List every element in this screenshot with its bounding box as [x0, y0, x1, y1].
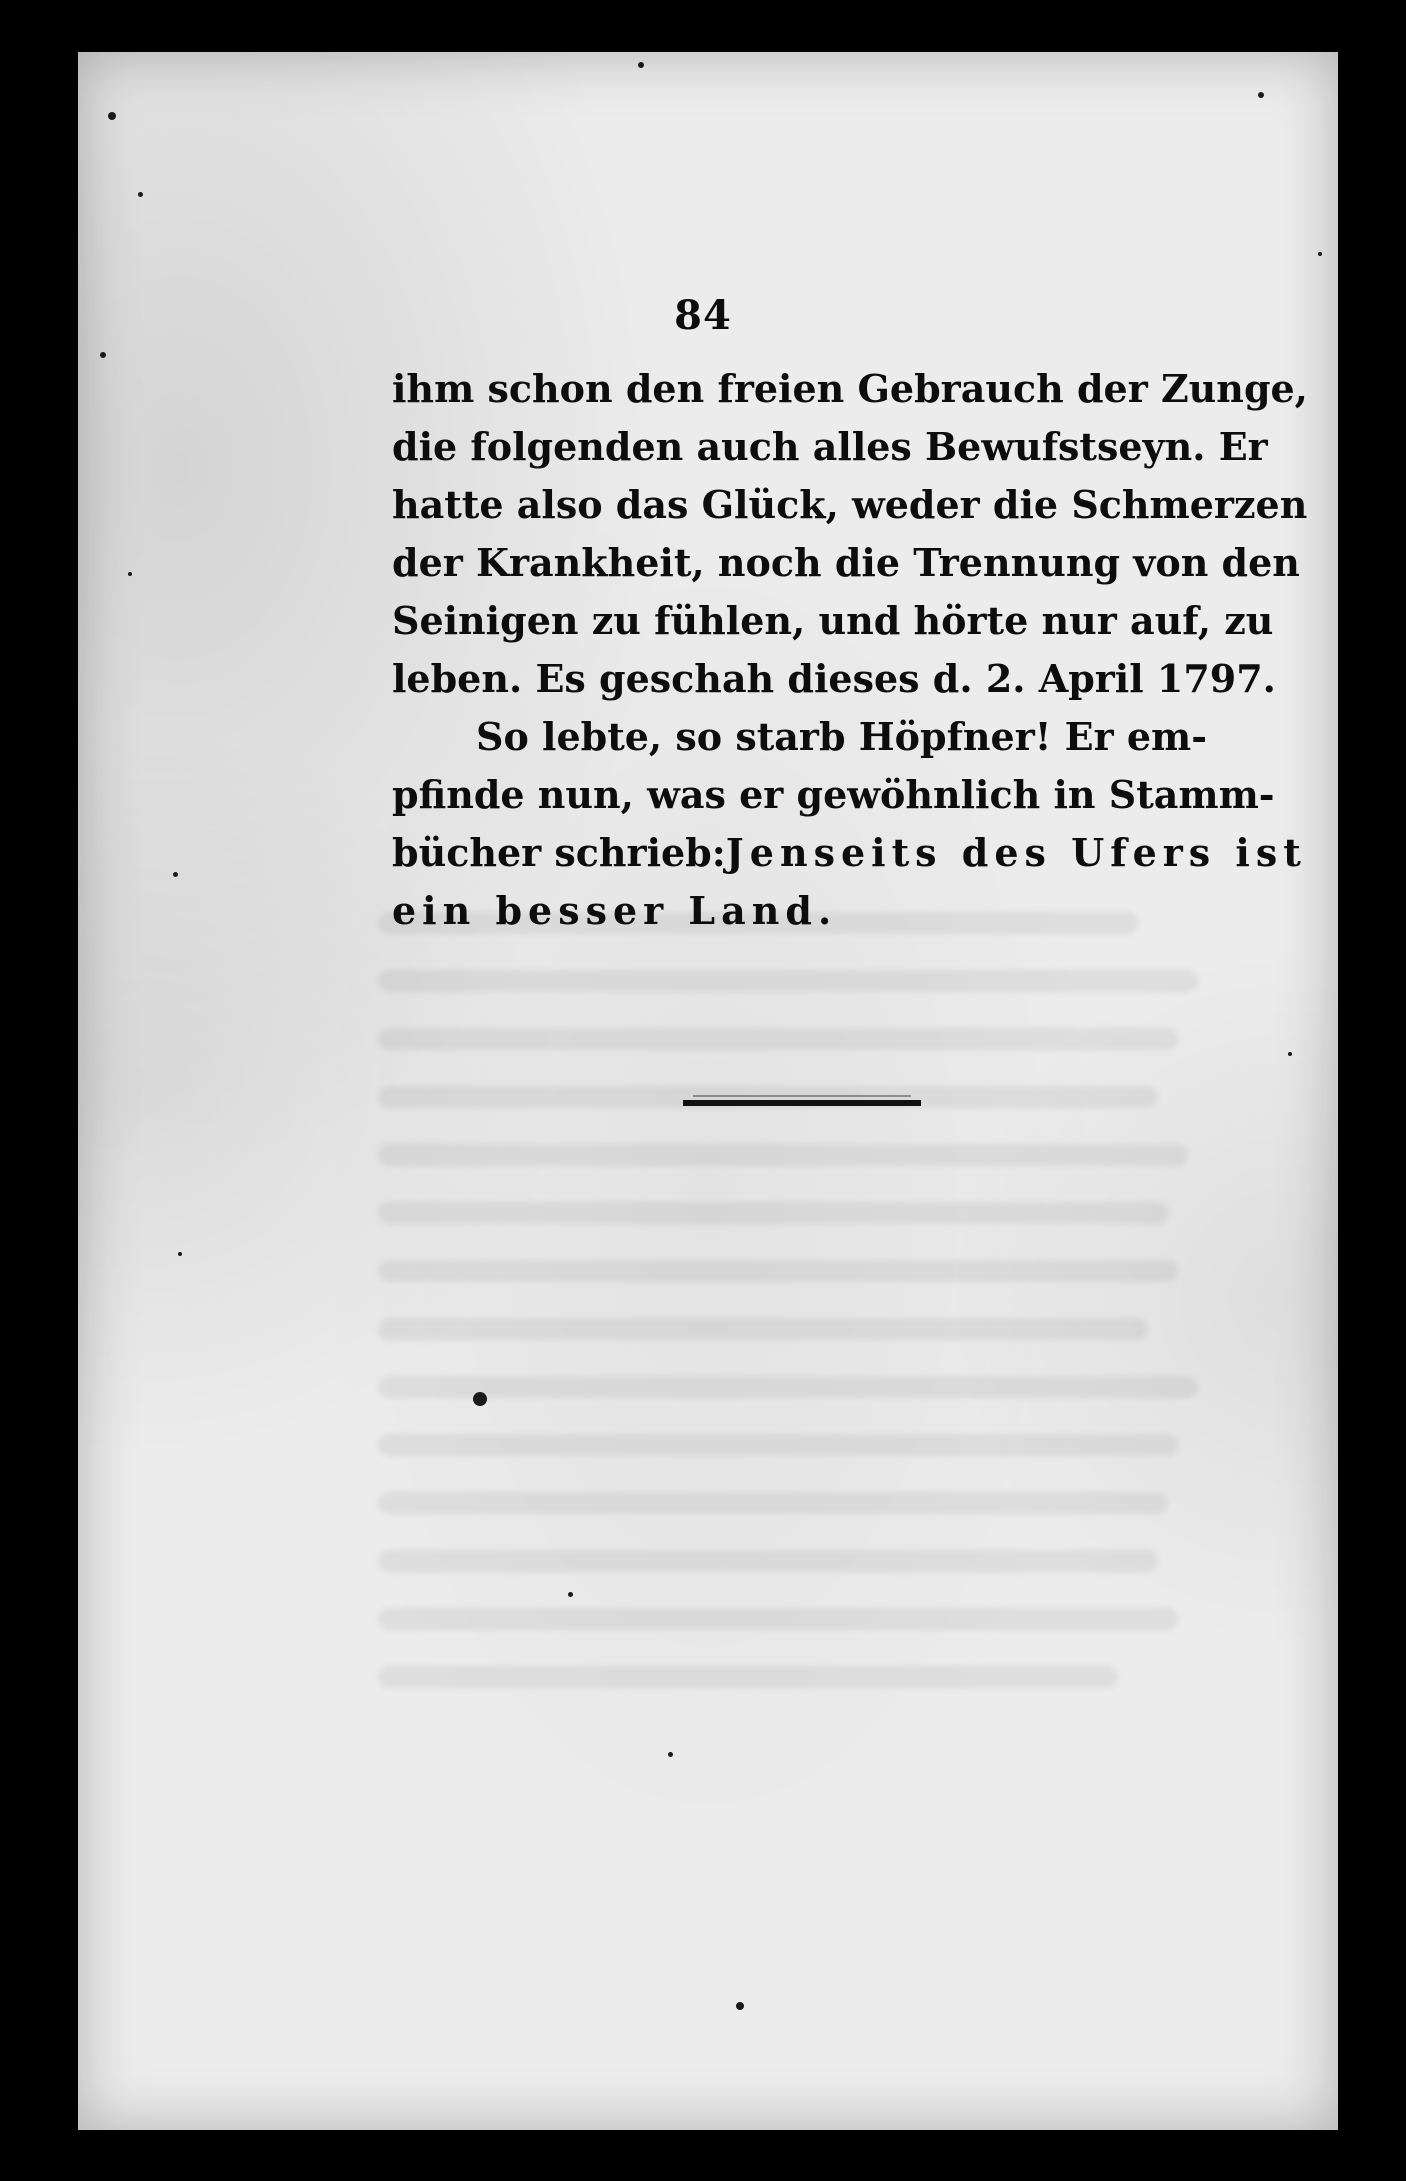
speck	[173, 872, 178, 877]
text-line: hatte also das Glück, weder die Schmerzen	[392, 482, 1308, 527]
text-line: leben. Es geschah dieses d. 2. April 1797.	[392, 656, 1276, 701]
speck	[138, 192, 143, 197]
text-line-with-quote	[392, 824, 1307, 882]
speck	[473, 1392, 487, 1406]
text-line: So lebte, so starb Höpfner! Er em-	[476, 714, 1208, 759]
speck	[1318, 252, 1322, 256]
speck	[100, 352, 106, 358]
speck	[1288, 1052, 1292, 1056]
text-line: Seinigen zu fühlen, und hörte nur auf, zu	[392, 598, 1274, 643]
speck	[1258, 92, 1264, 98]
text-line: der Krankheit, noch die Trennung von den	[392, 540, 1300, 585]
page-number: 84	[674, 292, 732, 339]
quote-emphasis-end: ein besser Land.	[392, 888, 838, 933]
text-line: pfinde nun, was er gewöhnlich in Stamm-	[392, 772, 1275, 817]
speck	[736, 2002, 744, 2010]
speck	[568, 1592, 573, 1597]
speck	[638, 62, 644, 68]
speck	[668, 1752, 673, 1757]
text-segment: bücher schrieb:	[392, 830, 726, 875]
speck	[128, 572, 132, 576]
bleed-through-text	[378, 912, 1278, 1772]
quote-emphasis: Jenseits des Ufers ist	[725, 830, 1307, 875]
section-rule	[683, 1100, 921, 1106]
body-text	[392, 360, 1308, 940]
speck	[108, 112, 116, 120]
text-line: ihm schon den freien Gebrauch der Zunge,	[392, 366, 1308, 411]
speck	[178, 1252, 182, 1256]
text-line: die folgenden auch alles Bewufstseyn. Er	[392, 424, 1268, 469]
